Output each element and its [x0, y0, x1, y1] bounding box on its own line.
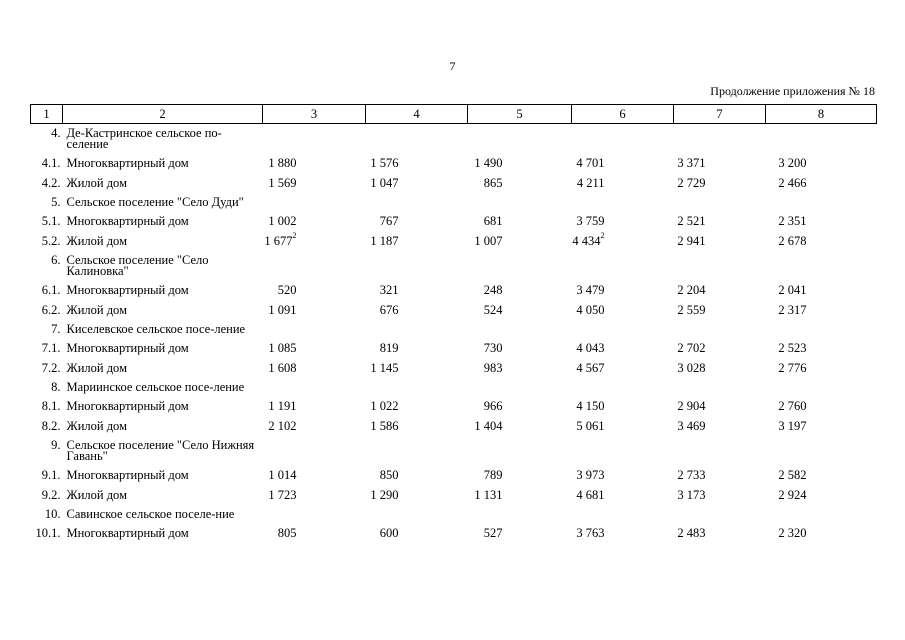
- section-row: [31, 193, 877, 212]
- value-cell-col-3: [263, 486, 366, 506]
- value-cell-col-7: [674, 281, 766, 301]
- cell-value: 1 191: [268, 399, 297, 413]
- housing-type: Многоквартирный дом: [66, 156, 189, 170]
- settlement-name: Де-Кастринское сельское по-селение: [66, 126, 222, 151]
- settlement-name: Сельское поселение "Село Нижняя Гавань": [66, 438, 255, 463]
- header-row: [31, 105, 877, 124]
- cell-value: 4 050: [576, 302, 605, 317]
- cell-value: 2 320: [778, 526, 807, 540]
- value-cell-col-5: [468, 251, 572, 281]
- cell-value: 1 145: [370, 360, 399, 375]
- value-cell-col-6: [572, 417, 674, 437]
- housing-type: Многоквартирный дом: [66, 468, 189, 482]
- cell-value: 2 729: [677, 175, 706, 190]
- value-cell-col-7: [674, 232, 766, 252]
- value-cell-col-4: [366, 320, 468, 339]
- section-row: [31, 436, 877, 466]
- settlement-name: Киселевское сельское посе-ление: [66, 322, 246, 336]
- header-cell-5: 5: [468, 105, 572, 124]
- cell-value: 1 608: [268, 360, 297, 375]
- row-number: 9.1.: [41, 468, 61, 482]
- cell-value: 524: [483, 302, 503, 317]
- value-cell-col-7: [674, 251, 766, 281]
- housing-type: Жилой дом: [66, 360, 127, 375]
- value-cell-col-6: [572, 281, 674, 301]
- value-cell-col-5: [468, 466, 572, 486]
- value-cell-col-5: [468, 154, 572, 174]
- value-cell-col-3: [263, 212, 366, 232]
- cell-value: 3 469: [677, 418, 706, 433]
- value-cell-col-5: [468, 193, 572, 212]
- housing-type: Жилой дом: [66, 233, 127, 248]
- row-number: 8.2.: [41, 418, 61, 433]
- value-cell-col-7: [674, 339, 766, 359]
- row-number: 7.: [51, 322, 61, 336]
- value-cell-col-3: [263, 301, 366, 321]
- value-cell-col-6: [572, 320, 674, 339]
- settlement-name: Сельское поселение "Село Дуди": [66, 195, 244, 209]
- cell-value: 1 490: [474, 156, 503, 170]
- cell-value: 676: [379, 302, 399, 317]
- value-cell-col-6: [572, 301, 674, 321]
- header-cell-1: 1: [31, 105, 63, 124]
- row-number: 7.2.: [41, 360, 61, 375]
- value-cell-col-3: [263, 124, 366, 155]
- header-cell-8: 8: [766, 105, 877, 124]
- cell-value: 2 317: [778, 302, 807, 317]
- row-number: 4.1.: [41, 156, 61, 170]
- value-cell-col-3: [263, 154, 366, 174]
- value-cell-col-6: [572, 505, 674, 524]
- value-cell-col-4: [366, 339, 468, 359]
- value-cell-col-5: [468, 359, 572, 379]
- value-cell-col-8: [766, 436, 877, 466]
- table-row: [31, 397, 877, 417]
- value-cell-col-3: [263, 505, 366, 524]
- housing-type: Жилой дом: [66, 302, 127, 317]
- cell-value: 527: [483, 526, 503, 540]
- row-number: 10.: [44, 507, 61, 521]
- cell-value: 966: [483, 399, 503, 413]
- housing-type: Многоквартирный дом: [66, 283, 189, 297]
- cell-value: 983: [483, 360, 503, 375]
- value-cell-col-7: [674, 436, 766, 466]
- header-cell-7: 7: [674, 105, 766, 124]
- cell-value: 2 924: [778, 487, 807, 502]
- cell-value: 3 028: [677, 360, 706, 375]
- settlement-name: Мариинское сельское посе-ление: [66, 380, 245, 394]
- value-cell-col-4: [366, 524, 468, 544]
- cell-value: 2 702: [677, 341, 706, 355]
- table-header: [31, 105, 877, 124]
- value-cell-col-3: [263, 359, 366, 379]
- value-cell-col-6: [572, 154, 674, 174]
- row-number: 8.: [51, 380, 61, 394]
- value-cell-col-5: [468, 124, 572, 155]
- value-cell-col-3: [263, 466, 366, 486]
- value-cell-col-7: [674, 124, 766, 155]
- row-number: 4.2.: [41, 175, 61, 190]
- cell-value: 850: [379, 468, 399, 482]
- value-cell-col-5: [468, 320, 572, 339]
- value-cell-col-3: [263, 339, 366, 359]
- value-cell-col-3: [263, 232, 366, 252]
- header-cell-3: 3: [263, 105, 366, 124]
- cell-value: 2 678: [778, 233, 807, 248]
- value-cell-col-6: [572, 378, 674, 397]
- value-cell-col-8: [766, 486, 877, 506]
- value-cell-col-4: [366, 174, 468, 194]
- cell-value: 3 973: [576, 468, 605, 482]
- cell-value: 1 014: [268, 468, 297, 482]
- cell-value: 805: [277, 526, 297, 540]
- value-cell-col-4: [366, 232, 468, 252]
- table-row: [31, 281, 877, 301]
- value-cell-col-6: [572, 466, 674, 486]
- row-number: 5.2.: [41, 233, 61, 248]
- cell-value: 248: [483, 283, 503, 297]
- section-row: [31, 378, 877, 397]
- row-number: 7.1.: [41, 341, 61, 355]
- value-cell-col-8: [766, 320, 877, 339]
- cell-value: 819: [379, 341, 399, 355]
- cell-value: 767: [379, 214, 399, 228]
- value-cell-col-7: [674, 154, 766, 174]
- value-cell-col-5: [468, 378, 572, 397]
- cell-value: 2 941: [677, 233, 706, 248]
- cell-value: 4 434: [572, 233, 601, 248]
- cell-value: 2 466: [778, 175, 807, 190]
- value-cell-col-5: [468, 417, 572, 437]
- cell-value: 5 061: [576, 418, 605, 433]
- settlement-name: Сельское поселение "Село Калиновка": [66, 253, 209, 278]
- footnote-marker: 2: [292, 231, 297, 241]
- value-cell-col-4: [366, 466, 468, 486]
- cell-value: 1 047: [370, 175, 399, 190]
- value-cell-col-4: [366, 251, 468, 281]
- value-cell-col-8: [766, 466, 877, 486]
- value-cell-col-8: [766, 359, 877, 379]
- value-cell-col-5: [468, 174, 572, 194]
- continuation-label: Продолжение приложения № 18: [710, 84, 875, 98]
- value-cell-col-8: [766, 339, 877, 359]
- value-cell-col-5: [468, 436, 572, 466]
- value-cell-col-8: [766, 505, 877, 524]
- value-cell-col-7: [674, 466, 766, 486]
- value-cell-col-8: [766, 193, 877, 212]
- value-cell-col-5: [468, 524, 572, 544]
- value-cell-col-3: [263, 397, 366, 417]
- cell-value: 4 567: [576, 360, 605, 375]
- value-cell-col-6: [572, 193, 674, 212]
- value-cell-col-8: [766, 281, 877, 301]
- cell-value: 1 569: [268, 175, 297, 190]
- cell-value: 600: [379, 526, 399, 540]
- value-cell-col-3: [263, 251, 366, 281]
- value-cell-col-4: [366, 436, 468, 466]
- cell-value: 4 681: [576, 487, 605, 502]
- housing-type: Жилой дом: [66, 487, 127, 502]
- housing-type: Жилой дом: [66, 418, 127, 433]
- value-cell-col-8: [766, 397, 877, 417]
- value-cell-col-4: [366, 124, 468, 155]
- cell-value: 2 483: [677, 526, 706, 540]
- cell-value: 1 586: [370, 418, 399, 433]
- cell-value: 4 150: [576, 399, 605, 413]
- value-cell-col-6: [572, 486, 674, 506]
- value-cell-col-4: [366, 359, 468, 379]
- cell-value: 520: [277, 283, 297, 297]
- cell-value: 1 091: [268, 302, 297, 317]
- value-cell-col-4: [366, 486, 468, 506]
- value-cell-col-5: [468, 486, 572, 506]
- value-cell-col-7: [674, 378, 766, 397]
- cell-value: 3 763: [576, 526, 605, 540]
- section-row: [31, 320, 877, 339]
- value-cell-col-5: [468, 281, 572, 301]
- value-cell-col-7: [674, 486, 766, 506]
- value-cell-col-8: [766, 154, 877, 174]
- value-cell-col-3: [263, 320, 366, 339]
- value-cell-col-7: [674, 174, 766, 194]
- section-row: [31, 251, 877, 281]
- table-body: [31, 124, 877, 544]
- value-cell-col-7: [674, 301, 766, 321]
- value-cell-col-5: [468, 339, 572, 359]
- value-cell-col-4: [366, 154, 468, 174]
- cell-value: 3 197: [778, 418, 807, 433]
- row-number: 9.2.: [41, 487, 61, 502]
- table-row: [31, 301, 877, 321]
- cell-value: 1 576: [370, 156, 399, 170]
- cell-value: 865: [483, 175, 503, 190]
- cell-value: 321: [379, 283, 399, 297]
- table-row: [31, 359, 877, 379]
- table-row: [31, 466, 877, 486]
- cell-value: 2 351: [778, 214, 807, 228]
- cell-value: 1 131: [474, 487, 503, 502]
- value-cell-col-8: [766, 301, 877, 321]
- cell-value: 1 002: [268, 214, 297, 228]
- cell-value: 3 200: [778, 156, 807, 170]
- value-cell-col-6: [572, 339, 674, 359]
- settlement-name: Савинское сельское поселе-ние: [66, 507, 235, 521]
- cell-value: 2 733: [677, 468, 706, 482]
- cell-value: 1 677: [264, 233, 293, 248]
- cell-value: 2 523: [778, 341, 807, 355]
- value-cell-col-6: [572, 359, 674, 379]
- header-cell-4: 4: [366, 105, 468, 124]
- value-cell-col-4: [366, 397, 468, 417]
- housing-type: Многоквартирный дом: [66, 526, 189, 540]
- value-cell-col-3: [263, 417, 366, 437]
- value-cell-col-6: [572, 397, 674, 417]
- page-number: 7: [449, 59, 456, 73]
- value-cell-col-7: [674, 397, 766, 417]
- row-number: 6.: [51, 253, 61, 267]
- value-cell-col-7: [674, 359, 766, 379]
- value-cell-col-3: [263, 174, 366, 194]
- value-cell-col-8: [766, 124, 877, 155]
- row-number: 6.2.: [41, 302, 61, 317]
- value-cell-col-6: [572, 436, 674, 466]
- value-cell-col-3: [263, 524, 366, 544]
- cell-value: 3 479: [576, 283, 605, 297]
- value-cell-col-5: [468, 301, 572, 321]
- cell-value: 4 043: [576, 341, 605, 355]
- cell-value: 1 022: [370, 399, 399, 413]
- cell-value: 3 759: [576, 214, 605, 228]
- cell-value: 4 701: [576, 156, 605, 170]
- value-cell-col-4: [366, 193, 468, 212]
- value-cell-col-3: [263, 436, 366, 466]
- value-cell-col-8: [766, 378, 877, 397]
- cell-value: 1 723: [268, 487, 297, 502]
- value-cell-col-8: [766, 174, 877, 194]
- table-row: [31, 154, 877, 174]
- cell-value: 730: [483, 341, 503, 355]
- cell-value: 3 173: [677, 487, 706, 502]
- housing-type: Многоквартирный дом: [66, 214, 189, 228]
- value-cell-col-5: [468, 212, 572, 232]
- row-number: 8.1.: [41, 399, 61, 413]
- value-cell-col-6: [572, 524, 674, 544]
- cell-value: 4 211: [576, 175, 605, 190]
- cell-value: 2 582: [778, 468, 807, 482]
- value-cell-col-7: [674, 193, 766, 212]
- cell-value: 2 102: [268, 418, 297, 433]
- table-row: [31, 486, 877, 506]
- value-cell-col-6: [572, 174, 674, 194]
- value-cell-col-4: [366, 281, 468, 301]
- cell-value: 3 371: [677, 156, 706, 170]
- value-cell-col-7: [674, 320, 766, 339]
- housing-type: Жилой дом: [66, 175, 127, 190]
- value-cell-col-4: [366, 505, 468, 524]
- row-number: 4.: [51, 126, 61, 140]
- value-cell-col-4: [366, 212, 468, 232]
- value-cell-col-8: [766, 212, 877, 232]
- value-cell-col-8: [766, 251, 877, 281]
- row-number: 9.: [51, 438, 61, 452]
- cell-value: 2 760: [778, 399, 807, 413]
- value-cell-col-8: [766, 524, 877, 544]
- value-cell-col-3: [263, 281, 366, 301]
- value-cell-col-5: [468, 397, 572, 417]
- cell-value: 1 404: [474, 418, 503, 433]
- cell-value: 1 880: [268, 156, 297, 170]
- data-table: [30, 104, 877, 544]
- table-row: [31, 232, 877, 252]
- value-cell-col-7: [674, 417, 766, 437]
- header-cell-6: 6: [572, 105, 674, 124]
- value-cell-col-5: [468, 505, 572, 524]
- value-cell-col-6: [572, 124, 674, 155]
- value-cell-col-8: [766, 232, 877, 252]
- cell-value: 2 776: [778, 360, 807, 375]
- cell-value: 2 521: [677, 214, 706, 228]
- section-row: [31, 124, 877, 155]
- cell-value: 2 559: [677, 302, 706, 317]
- value-cell-col-6: [572, 251, 674, 281]
- value-cell-col-4: [366, 301, 468, 321]
- table-row: [31, 174, 877, 194]
- cell-value: 1 085: [268, 341, 297, 355]
- cell-value: 681: [483, 214, 503, 228]
- table-row: [31, 417, 877, 437]
- housing-type: Многоквартирный дом: [66, 399, 189, 413]
- table-row: [31, 339, 877, 359]
- cell-value: 2 904: [677, 399, 706, 413]
- table-row: [31, 212, 877, 232]
- section-row: [31, 505, 877, 524]
- value-cell-col-3: [263, 378, 366, 397]
- cell-value: 789: [483, 468, 503, 482]
- row-number: 10.1.: [35, 526, 61, 540]
- value-cell-col-6: [572, 232, 674, 252]
- cell-value: 1 007: [474, 233, 503, 248]
- cell-value: 1 187: [370, 233, 399, 248]
- row-number: 5.: [51, 195, 61, 209]
- header-cell-2: 2: [63, 105, 263, 124]
- value-cell-col-5: [468, 232, 572, 252]
- row-number: 6.1.: [41, 283, 61, 297]
- housing-type: Многоквартирный дом: [66, 341, 189, 355]
- value-cell-col-7: [674, 505, 766, 524]
- value-cell-col-4: [366, 417, 468, 437]
- cell-value: 1 290: [370, 487, 399, 502]
- value-cell-col-4: [366, 378, 468, 397]
- value-cell-col-3: [263, 193, 366, 212]
- value-cell-col-6: [572, 212, 674, 232]
- value-cell-col-7: [674, 524, 766, 544]
- value-cell-col-7: [674, 212, 766, 232]
- value-cell-col-8: [766, 417, 877, 437]
- cell-value: 2 041: [778, 283, 807, 297]
- row-number: 5.1.: [41, 214, 61, 228]
- footnote-marker: 2: [600, 231, 605, 241]
- table-row: [31, 524, 877, 544]
- cell-value: 2 204: [677, 283, 706, 297]
